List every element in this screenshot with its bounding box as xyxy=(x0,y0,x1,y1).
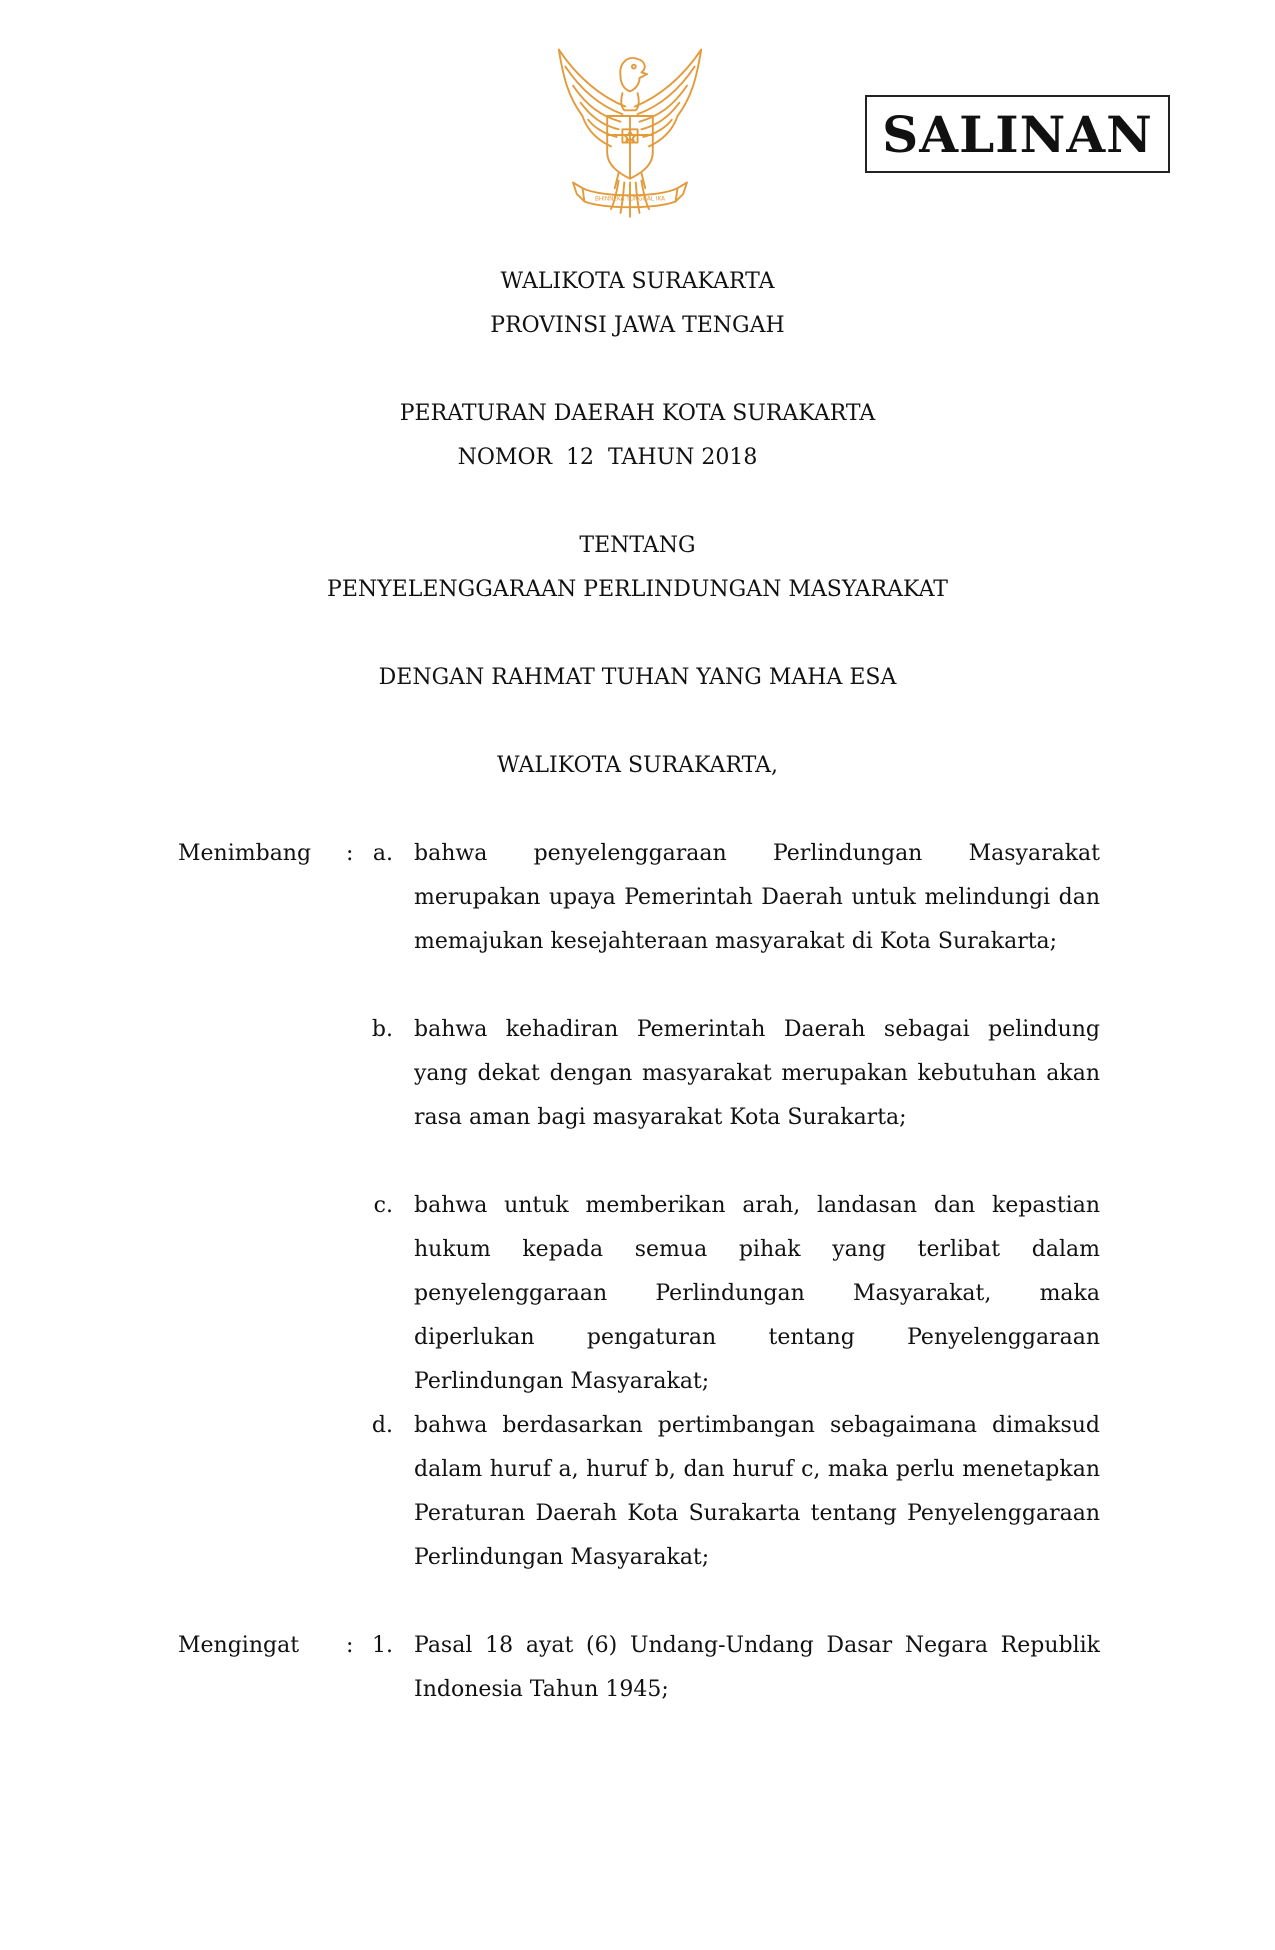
menimbang-item-d: bahwa berdasarkan pertimbangan sebagaimana dimaksud dalam huruf a, huruf b, dan huruf c, maka perlu menetapkan Peraturan Daerah Kota Surakarta tentang Penyelenggaraan Perlindungan Masyarakat; xyxy=(414,1413,1100,1570)
salinan-stamp xyxy=(865,95,1170,173)
menimbang-item-b: bahwa kehadiran Pemerintah Daerah sebagai pelindung yang dekat dengan masyarakat merupakan kebutuhan akan rasa aman bagi masyarakat Kota Surakarta; xyxy=(414,1017,1100,1130)
menimbang-marker-b: b. xyxy=(371,1017,393,1042)
menimbang-colon: : xyxy=(346,841,354,866)
issuer-line: WALIKOTA SURAKARTA, xyxy=(497,753,778,778)
regulation-subject: PENYELENGGARAAN PERLINDUNGAN MASYARAKAT xyxy=(327,577,948,602)
mengingat-colon: : xyxy=(346,1633,354,1658)
menimbang-label: Menimbang xyxy=(178,841,312,866)
menimbang-item-c: bahwa untuk memberikan arah, landasan dan kepastian hukum kepada semua pihak yang terlibat dalam penyelenggaraan Perlindungan Masyarakat, maka diperlukan pengaturan tentang Penyelenggaraan Perlindungan Masyarakat; xyxy=(414,1193,1100,1394)
menimbang-marker-c: c. xyxy=(373,1193,393,1218)
regulation-number: NOMOR 12 TAHUN 2018 xyxy=(457,445,758,470)
issuer-heading: WALIKOTA SURAKARTA xyxy=(500,269,775,294)
province-heading: PROVINSI JAWA TENGAH xyxy=(490,313,785,338)
menimbang-item-a: bahwa penyelenggaraan Perlindungan Masyarakat merupakan upaya Pemerintah Daerah untuk melindungi dan memajukan kesejahteraan masyarakat di Kota Surakarta; xyxy=(414,841,1100,954)
salinan-label: SALINAN xyxy=(882,104,1153,164)
garuda-emblem-icon xyxy=(535,40,725,230)
blessing-line: DENGAN RAHMAT TUHAN YANG MAHA ESA xyxy=(378,665,897,690)
mengingat-label: Mengingat xyxy=(178,1633,300,1658)
emblem-motto: BHINNEKA TUNGGAL IKA xyxy=(594,196,666,203)
mengingat-item-1: Pasal 18 ayat (6) Undang-Undang Dasar Negara Republik Indonesia Tahun 1945; xyxy=(414,1633,1100,1702)
menimbang-marker-d: d. xyxy=(371,1413,393,1438)
tentang-label: TENTANG xyxy=(579,533,696,558)
menimbang-marker-a: a. xyxy=(372,841,393,866)
regulation-title: PERATURAN DAERAH KOTA SURAKARTA xyxy=(399,401,876,426)
mengingat-marker-1: 1. xyxy=(372,1633,393,1658)
